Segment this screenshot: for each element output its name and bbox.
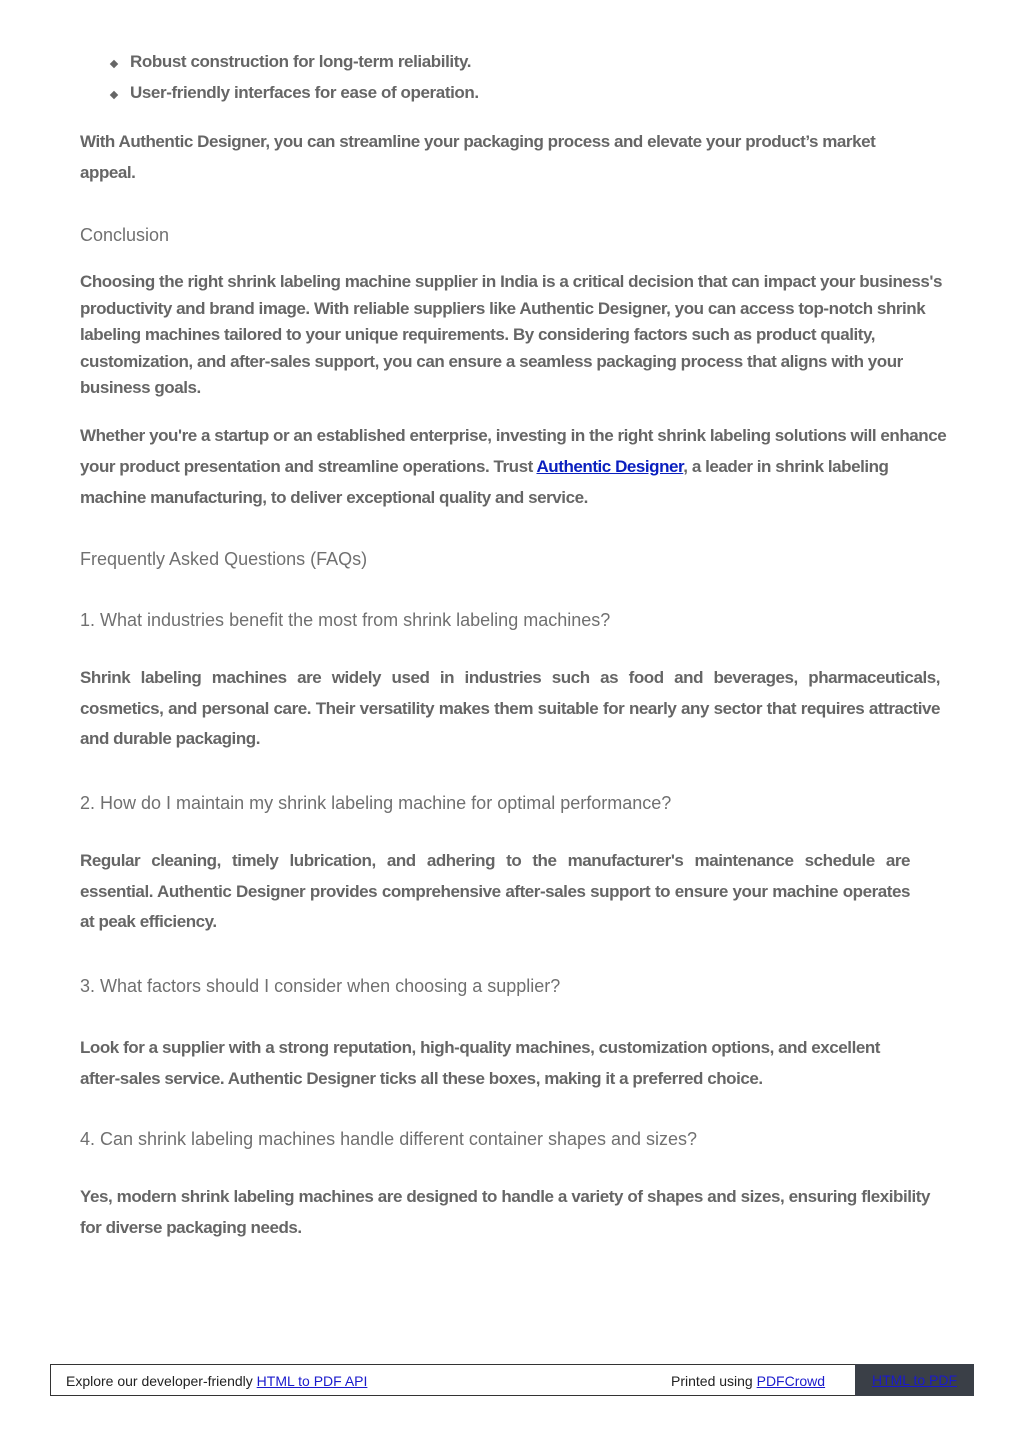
diamond-bullet-icon: [110, 91, 118, 99]
bullet-item: [108, 48, 479, 79]
html-to-pdf-badge[interactable]: [855, 1364, 974, 1396]
authentic-designer-link[interactable]: Authentic Designer: [536, 457, 684, 476]
conclusion-paragraph-1: Choosing the right shrink labeling machine supplier in India is a critical decision that can impact your business's productivity and brand image. With reliable suppliers like Authentic Designer, you can access top-notch shrink labeling machines tailored to your unique requirements. By considering factors such as product quality, customization, and after-sales support, you can ensure a seamless packaging process that aligns with your business goals.: [80, 272, 942, 397]
paragraph-text: Whether you're a startup or an established enterprise, investing in the right shrink labeling solutions will enhance your product presentation and streamline operations. Trust: [80, 426, 947, 476]
bullet-text: Robust construction for long-term reliability.: [130, 52, 472, 71]
footer-left: [66, 1373, 367, 1389]
bullet-text: User-friendly interfaces for ease of operation.: [130, 83, 479, 102]
footer-right-text: Printed using: [671, 1373, 757, 1389]
bullet-item: [108, 79, 479, 110]
conclusion-heading: Conclusion: [80, 225, 170, 245]
footer-left-text: Explore our developer-friendly: [66, 1373, 257, 1389]
pdfcrowd-link[interactable]: PDFCrowd: [756, 1373, 826, 1389]
pdf-footer-bar: [50, 1364, 974, 1396]
diamond-bullet-icon: [110, 60, 118, 68]
faq-question-1: 1. What industries benefit the most from shrink labeling machines?: [80, 610, 611, 630]
faq-answer-4: Yes, modern shrink labeling machines are designed to handle a variety of shapes and sizes, ensuring flexibility for diverse packaging needs.: [80, 1187, 930, 1237]
html-to-pdf-badge-link[interactable]: HTML to PDF: [871, 1372, 958, 1388]
intro-paragraph: With Authentic Designer, you can streamline your packaging process and elevate your product’s market appeal.: [80, 132, 876, 182]
faq-answer-2: Regular cleaning, timely lubrication, and adhering to the manufacturer's maintenance schedule are essential. Authentic Designer provides comprehensive after-sales support to ensure your machine operates at peak efficiency.: [80, 851, 910, 931]
faq-answer-1: Shrink labeling machines are widely used in industries such as food and beverages, pharmaceuticals, cosmetics, and personal care. Their versatility makes them suitable for nearly any sector that requires attractive and durable packaging.: [80, 668, 940, 748]
faq-question-3: 3. What factors should I consider when choosing a supplier?: [80, 976, 561, 996]
faq-heading: Frequently Asked Questions (FAQs): [80, 549, 368, 569]
paragraph-text: , a leader in shrink labeling machine manufacturing, to deliver exceptional quality and service.: [80, 457, 889, 507]
faq-answer-3: Look for a supplier with a strong reputation, high-quality machines, customization options, and excellent after-sales service. Authentic Designer ticks all these boxes, making it a preferred choice.: [80, 1038, 881, 1088]
faq-question-4: 4. Can shrink labeling machines handle different container shapes and sizes?: [80, 1129, 698, 1149]
feature-bullet-list: [108, 48, 479, 110]
faq-question-2: 2. How do I maintain my shrink labeling machine for optimal performance?: [80, 793, 672, 813]
conclusion-paragraph-2: [80, 420, 948, 513]
html-to-pdf-api-link[interactable]: HTML to PDF API: [256, 1373, 368, 1389]
footer-right: [671, 1373, 825, 1389]
